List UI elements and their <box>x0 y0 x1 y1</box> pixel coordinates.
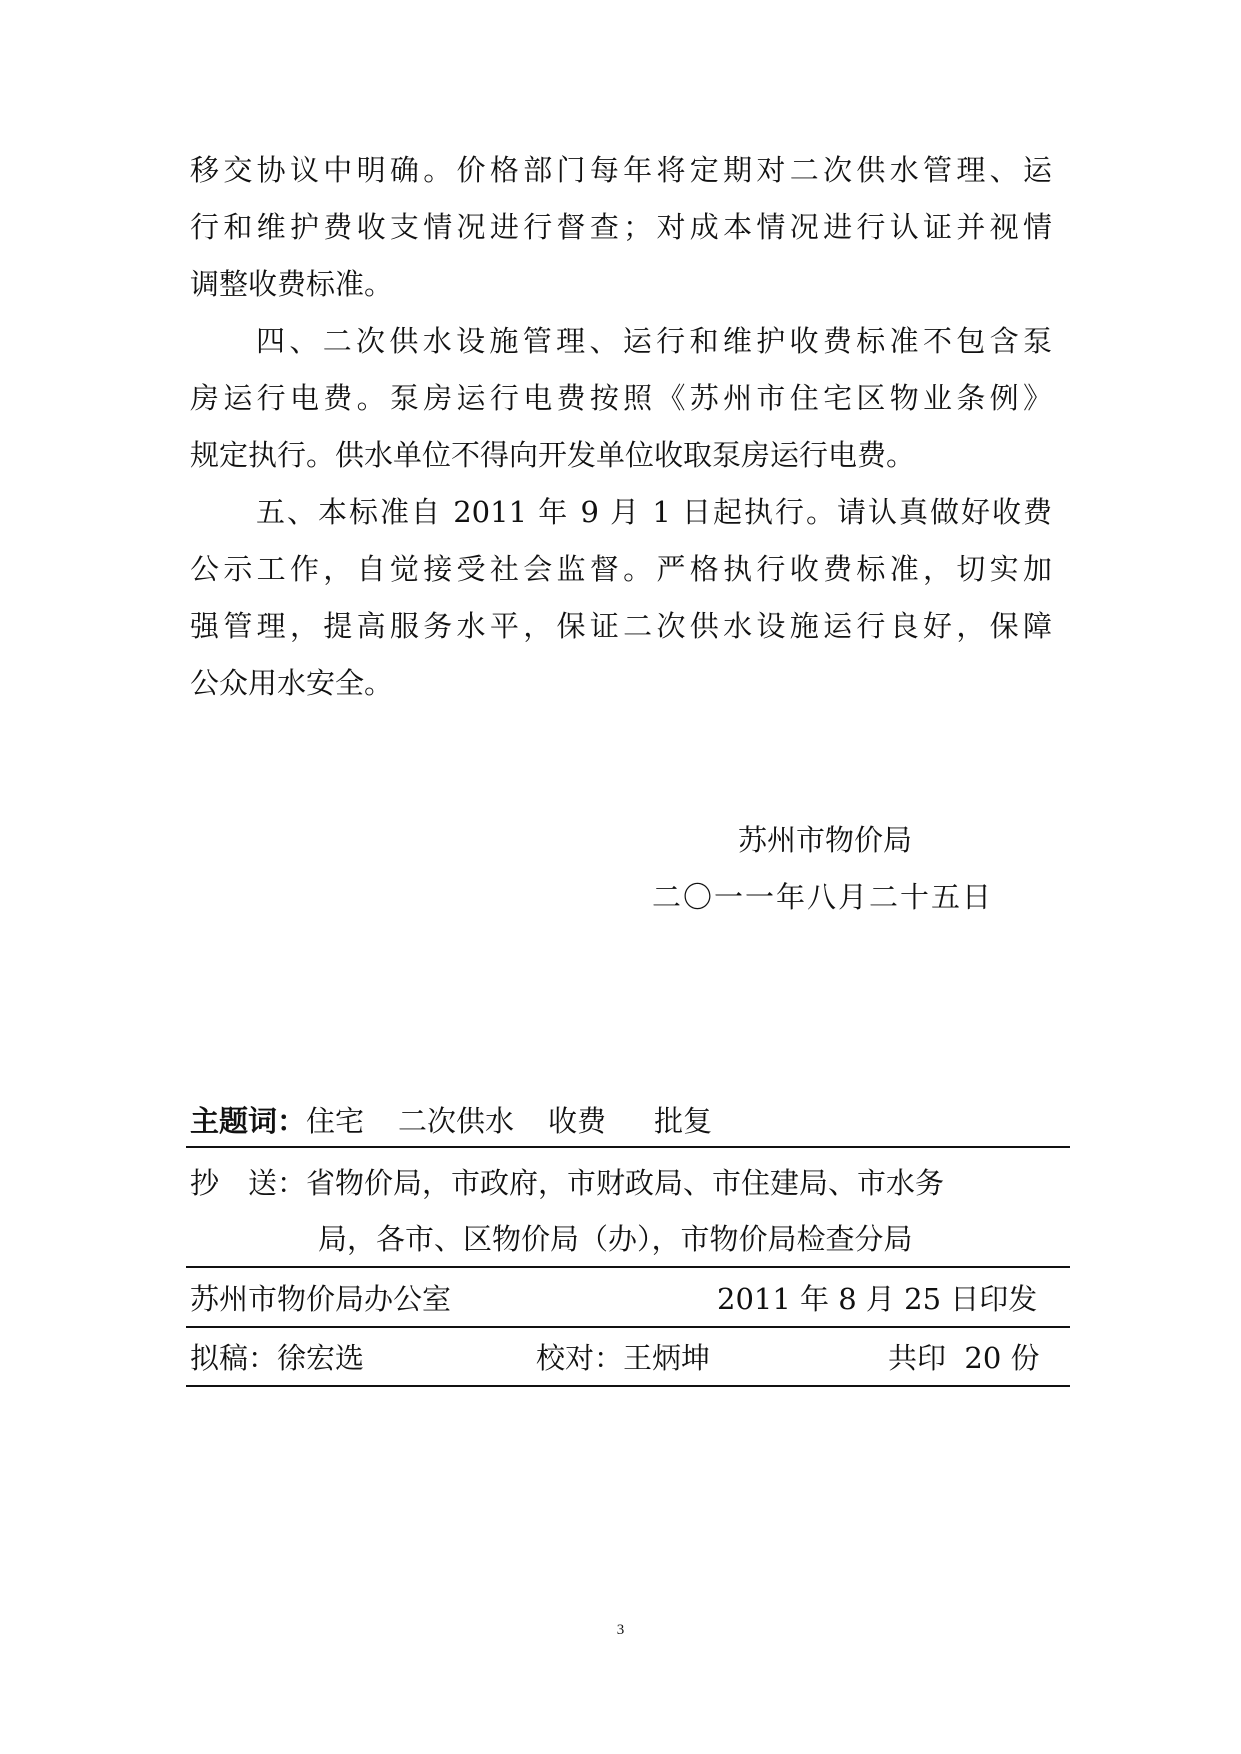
signature-date: 二〇一一年八月二十五日 <box>652 880 994 914</box>
body-line-6: 规定执行。供水单位不得向开发单位收取泵房运行电费。 <box>190 438 916 472</box>
cc-row-1 <box>190 1163 1052 1203</box>
body-line-5: 房运行电费。泵房运行电费按照《苏州市住宅区物业条例》 <box>190 381 1052 415</box>
body-line-9: 强管理，提高服务水平，保证二次供水设施运行良好，保障 <box>190 609 1052 643</box>
body-line-8: 公示工作，自觉接受社会监督。严格执行收费标准，切实加 <box>190 552 1052 586</box>
divider <box>186 1146 1070 1148</box>
body-line-1: 移交协议中明确。价格部门每年将定期对二次供水管理、运 <box>190 153 1052 187</box>
keyword-item: 住宅 <box>306 1104 365 1138</box>
body-line-10: 公众用水安全。 <box>190 666 394 700</box>
proofreader: 校对：王炳坤 <box>536 1341 711 1375</box>
divider <box>186 1326 1070 1328</box>
drafter: 拟稿：徐宏选 <box>190 1341 365 1375</box>
body-line-4: 四、二次供水设施管理、运行和维护收费标准不包含泵 <box>256 324 1052 358</box>
issuer-office: 苏州市物价局办公室 <box>190 1282 452 1316</box>
copies-count: 共印 20 份 <box>888 1341 1040 1375</box>
keywords-row <box>190 1101 712 1141</box>
divider <box>186 1266 1070 1268</box>
cc-recipients-line-1: 省物价局，市政府，市财政局、市住建局、市水务 <box>306 1166 945 1200</box>
cc-recipients-line-2: 局，各市、区物价局（办），市物价局检查分局 <box>318 1222 913 1256</box>
keyword-item: 收费 <box>548 1104 607 1138</box>
body-line-3: 调整收费标准。 <box>190 267 394 301</box>
cc-label: 抄 送： <box>190 1166 307 1200</box>
keyword-item: 批复 <box>654 1104 713 1138</box>
keyword-item: 二次供水 <box>398 1104 515 1138</box>
signature-org: 苏州市物价局 <box>738 823 913 857</box>
divider <box>186 1385 1070 1387</box>
body-line-7: 五、本标准自 2011 年 9 月 1 日起执行。请认真做好收费 <box>256 495 1052 529</box>
keywords-label: 主题词： <box>190 1104 307 1138</box>
body-line-2: 行和维护费收支情况进行督查；对成本情况进行认证并视情 <box>190 210 1052 244</box>
page-number: 3 <box>616 1622 625 1638</box>
issue-date: 2011 年 8 月 25 日印发 <box>717 1282 1038 1316</box>
